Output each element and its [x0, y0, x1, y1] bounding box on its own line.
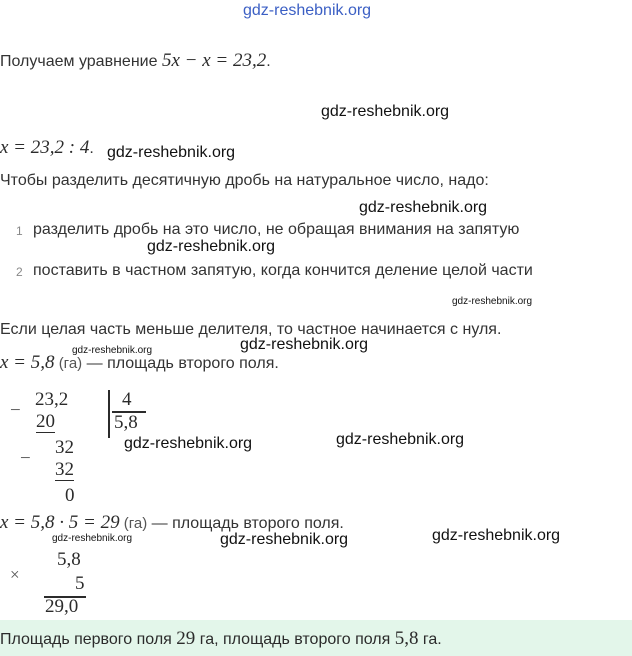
- watermark: gdz-reshebnik.org: [321, 103, 450, 120]
- result-description: — площадь второго поля.: [147, 515, 344, 532]
- answer-block: [0, 620, 632, 656]
- watermark: gdz-reshebnik.org: [432, 527, 561, 544]
- watermark: gdz-reshebnik.org: [452, 296, 533, 307]
- watermark: gdz-reshebnik.org: [220, 531, 349, 548]
- result-line-1: [0, 352, 279, 374]
- watermark: gdz-reshebnik.org: [359, 199, 488, 216]
- equation-line-2: [0, 137, 94, 159]
- factor-1: 5,8: [57, 549, 81, 570]
- list-item-number: 1: [16, 224, 23, 238]
- remainder-1: 32: [55, 437, 74, 458]
- subtrahend-1: 20: [36, 411, 55, 432]
- watermark: gdz-reshebnik.org: [52, 533, 133, 544]
- factor-2: 5: [75, 573, 85, 594]
- remainder-final: 0: [65, 485, 75, 506]
- answer-text: [0, 628, 442, 650]
- list-item: поставить в частном запятую, когда кончится деление целой части: [33, 262, 533, 279]
- answer-part: Площадь первого поля: [0, 631, 177, 648]
- quotient: 5,8: [114, 412, 138, 433]
- watermark: gdz-reshebnik.org: [107, 144, 236, 161]
- watermark: gdz-reshebnik.org: [240, 336, 369, 353]
- equation-line-1: [0, 50, 271, 72]
- unit-label: (га): [58, 355, 83, 372]
- unit-label: (га): [123, 515, 148, 532]
- divisor: 4: [122, 389, 132, 410]
- answer-value-second: 5,8: [394, 628, 419, 649]
- answer-part: га, площадь второго поля: [195, 631, 395, 648]
- equation-period: .: [89, 140, 94, 157]
- equation-5x-minus-x: 5x − x = 23,2: [161, 50, 267, 71]
- rule-intro: Чтобы разделить десятичную дробь на натуральное число, надо:: [0, 172, 489, 189]
- list-item: разделить дробь на это число, не обращая внимания на запятую: [33, 221, 520, 238]
- answer-value-first: 29: [176, 628, 196, 649]
- minus-sign: −: [20, 448, 31, 469]
- subtrahend-2: 32: [55, 459, 74, 480]
- equation-intro-text: Получаем уравнение: [0, 53, 162, 70]
- watermark: gdz-reshebnik.org: [124, 435, 253, 452]
- equation-period: .: [266, 53, 271, 70]
- answer-part: га.: [418, 631, 442, 648]
- result-x-value: x = 5,8: [0, 352, 55, 373]
- multiplication-equation: x = 5,8 · 5 = 29: [0, 512, 120, 533]
- watermark: gdz-reshebnik.org: [72, 345, 153, 356]
- product: 29,0: [45, 596, 79, 617]
- division-bar-vertical: [108, 390, 110, 438]
- watermark: gdz-reshebnik.org: [147, 238, 276, 255]
- result-description: — площадь второго поля.: [82, 355, 279, 372]
- watermark: gdz-reshebnik.org: [336, 431, 465, 448]
- watermark-top: gdz-reshebnik.org: [243, 2, 372, 19]
- minus-sign: −: [10, 400, 21, 421]
- rule-note: Если целая часть меньше делителя, то частное начинается с нуля.: [0, 321, 502, 338]
- equation-x-equals-division: x = 23,2 : 4: [0, 137, 90, 158]
- dividend: 23,2: [35, 389, 69, 410]
- multiply-sign: ×: [10, 565, 20, 584]
- list-item-number: 2: [16, 265, 23, 279]
